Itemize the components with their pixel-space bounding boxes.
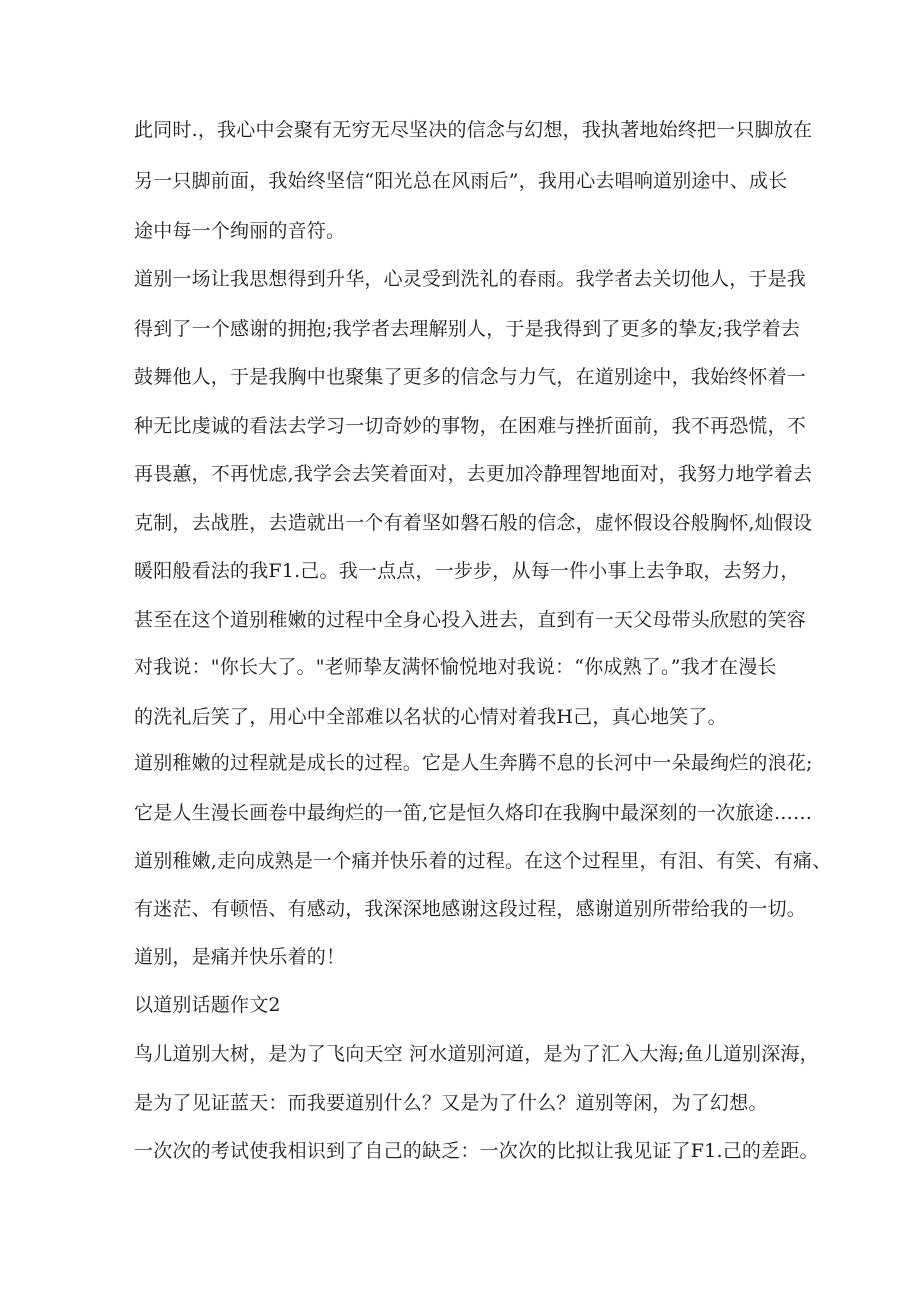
section-heading: 以道别话题作文2 [134,994,281,1016]
text-line: 再畏蕙，不再忧虑,我学会去笑着面对，去更加冷静理智地面对，我努力地学着去 [134,463,813,485]
text-line: 鸟儿道别大树，是为了飞向天空 河水道别河道，是为了汇入大海;鱼儿道别深海， [134,1043,819,1065]
text-line: 道别稚嫩,走向成熟是一个痛并快乐着的过程。在这个过程里，有泪、有笑、有痛、 [134,850,832,872]
text-line: 对我说："你长大了。"老师挚友满怀愉悦地对我说：“你成熟了。”我才在漫长 [134,656,777,678]
text-line: 得到了一个感谢的拥抱;我学者去理解别人，于是我得到了更多的挚友;我学着去 [134,318,801,340]
text-line: 它是人生漫长画卷中最绚烂的一笛,它是恒久烙印在我胸中最深刻的一次旅途…… [134,802,813,824]
text-line: 鼓舞他人，于是我胸中也聚集了更多的信念与力气，在道别途中，我始终怀着一 [134,366,807,388]
text-line: 暖阳般看法的我F1.己。我一点点，一步步，从每一件小事上去争取，去努力， [134,560,800,582]
text-line: 道别稚嫩的过程就是成长的过程。它是人生奔腾不息的长河中一朵最绚烂的浪花; [134,752,813,774]
text-line: 种无比虔诚的看法去学习一切奇妙的事物，在困难与挫折面前，我不再恐慌，不 [134,415,807,437]
text-line: 有迷茫、有顿悟、有感动，我深深地感谢这段过程，感谢道别所带给我的一切。 [134,898,807,920]
text-line: 克制，去战胜，去造就出一个有着坚如磐石般的信念，虚怀假设谷般胸怀,灿假设 [134,512,813,534]
text-line: 此同时.，我心中会聚有无穷无尽坚决的信念与幻想，我执著地始终把一只脚放在 [134,119,813,141]
text-line: 的洗礼后笑了，用心中全部难以名状的心情对着我H己，真心地笑了。 [134,706,727,728]
text-line: 道别，是痛并快乐着的！ [134,946,346,968]
text-line: 另一只脚前面，我始终坚信“阳光总在风雨后”，我用心去唱响道别途中、成长 [134,170,788,192]
text-line: 途中每一个绚丽的音符。 [134,220,346,242]
text-line: 是为了见证蓝天：而我要道别什么？又是为了什么？道别等闲，为了幻想。 [134,1092,768,1114]
text-line: 甚至在这个道别稚嫩的过程中全身心投入进去，直到有一天父母带头欣慰的笑容 [134,609,807,631]
text-line: 一次次的考试使我相识到了自己的缺乏：一次次的比拟让我见证了F1.己的差距。 [134,1140,819,1162]
text-line: 道别一场让我思想得到升华，心灵受到洗礼的春雨。我学者去关切他人，于是我 [134,268,807,290]
